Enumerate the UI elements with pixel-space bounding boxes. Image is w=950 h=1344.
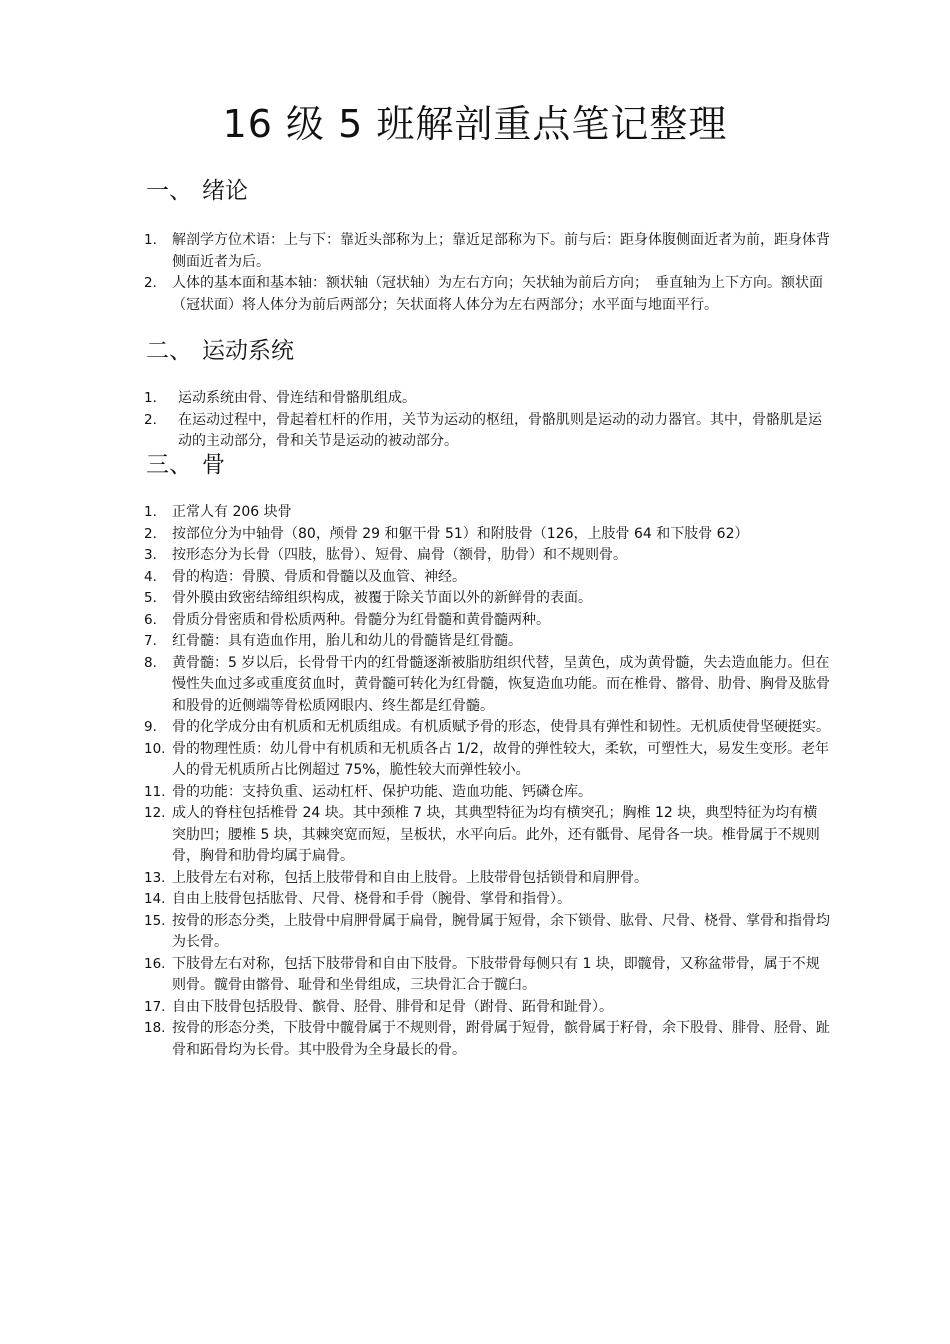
item-number: 1. (144, 390, 157, 406)
list-item (140, 997, 830, 1019)
list-item (140, 911, 830, 954)
list-item (140, 410, 830, 453)
item-number: 17. (144, 998, 166, 1015)
list-item (140, 230, 830, 273)
list-item (140, 954, 830, 997)
list-item (140, 653, 830, 718)
section-number: 三、 (146, 452, 192, 478)
item-number: 3. (144, 547, 157, 563)
item-number: 2. (144, 275, 157, 291)
section-heading-introduction (146, 176, 248, 206)
item-text: 红骨髓：具有造血作用，胎儿和幼儿的骨髓皆是红骨髓。 (172, 633, 522, 649)
item-text: 下肢骨左右对称，包括下肢带骨和自由下肢骨。下肢带骨每侧只有 1 块，即髋骨，又称盆带骨，属于不规则骨。髋骨由髂骨、耻骨和坐骨组成，三块骨汇合于髋臼。 (172, 955, 820, 993)
item-text: 骨外膜由致密结缔组织构成，被覆于除关节面以外的新鲜骨的表面。 (172, 590, 592, 606)
item-number: 10. (144, 740, 166, 757)
section-number: 二、 (146, 338, 192, 364)
list-item (140, 739, 830, 782)
item-number: 13. (144, 869, 166, 886)
item-text: 骨的构造：骨膜、骨质和骨髓以及血管、神经。 (172, 568, 466, 585)
item-text: 骨的物理性质：幼儿骨中有机质和无机质各占 1/2，故骨的弹性较大，柔软，可塑性大，易发生变形。老年人的骨无机质所占比例超过 75%，脆性较大而弹性较小。 (172, 740, 829, 778)
section-title: 骨 (202, 452, 225, 478)
item-number: 6. (144, 611, 157, 628)
item-text: 解剖学方位术语：上与下：靠近头部称为上；靠近足部称为下。前与后：距身体腹侧面近者为前，距身体背侧面近者为后。 (172, 232, 830, 270)
section-heading-bones (146, 450, 225, 480)
list-item (140, 889, 830, 911)
section-list-locomotor-system (140, 388, 830, 453)
item-number: 7. (144, 633, 157, 649)
item-number: 9. (144, 719, 157, 735)
section-title: 绪论 (202, 178, 248, 204)
list-item (140, 803, 830, 868)
list-item (140, 545, 830, 567)
item-text: 按部位分为中轴骨（80，颅骨 29 和躯干骨 51）和附肢骨（126，上肢骨 64 和下肢骨 62） (172, 525, 749, 542)
item-text: 骨质分骨密质和骨松质两种。骨髓分为红骨髓和黄骨髓两种。 (172, 611, 550, 628)
list-item (140, 631, 830, 653)
section-heading-locomotor-system (146, 336, 294, 366)
item-number: 16. (144, 955, 166, 972)
item-number: 4. (144, 568, 157, 585)
item-text: 运动系统由骨、骨连结和骨骼肌组成。 (178, 390, 416, 406)
list-item (140, 524, 830, 546)
list-item (140, 273, 830, 316)
item-text: 自由下肢骨包括股骨、髌骨、胫骨、腓骨和足骨（跗骨、跖骨和趾骨）。 (172, 998, 613, 1015)
section-number: 一、 (146, 178, 192, 204)
section-list-introduction (140, 230, 830, 316)
item-text: 骨的功能：支持负重、运动杠杆、保护功能、造血功能、钙磷仓库。 (172, 783, 592, 800)
section-list-bones (140, 502, 830, 1061)
item-number: 11. (144, 783, 166, 800)
list-item (140, 502, 830, 524)
item-text: 按骨的形态分类，下肢骨中髋骨属于不规则骨，跗骨属于短骨，髌骨属于籽骨，余下股骨、腓骨、胫骨、趾骨和跖骨均为长骨。其中股骨为全身最长的骨。 (172, 1020, 830, 1058)
list-item (140, 717, 830, 739)
item-text: 成人的脊柱包括椎骨 24 块。其中颈椎 7 块，其典型特征为均有横突孔；胸椎 12 块，典型特征为均有横突肋凹；腰椎 5 块，其棘突宽而短，呈板状，水平向后。此外，还有骶骨、尾骨各一块。椎骨属于不规则骨，胸骨和肋骨均属于扁骨。 (172, 805, 820, 864)
item-number: 1. (144, 504, 157, 520)
list-item (140, 868, 830, 890)
item-number: 14. (144, 891, 166, 907)
item-number: 8. (144, 654, 157, 671)
list-item (140, 388, 830, 410)
item-number: 18. (144, 1020, 166, 1036)
item-text: 骨的化学成分由有机质和无机质组成。有机质赋予骨的形态，使骨具有弹性和韧性。无机质使骨坚硬挺实。 (172, 719, 830, 735)
list-item (140, 588, 830, 610)
item-text: 自由上肢骨包括肱骨、尺骨、桡骨和手骨（腕骨、掌骨和指骨）。 (172, 891, 571, 907)
item-text: 黄骨髓：5 岁以后，长骨骨干内的红骨髓逐渐被脂肪组织代替，呈黄色，成为黄骨髓，失去造血能力。但在慢性失血过多或重度贫血时，黄骨髓可转化为红骨髓，恢复造血功能。而在椎骨、髂骨、肋骨、胸骨及肱骨和股骨的近侧端等骨松质网眼内、终生都是红骨髓。 (172, 654, 830, 714)
item-number: 12. (144, 805, 166, 821)
item-number: 1. (144, 232, 157, 248)
item-number: 15. (144, 912, 166, 929)
item-text: 在运动过程中，骨起着杠杆的作用，关节为运动的枢纽，骨骼肌则是运动的动力器官。其中，骨骼肌是运动的主动部分，骨和关节是运动的被动部分。 (178, 411, 822, 449)
section-title: 运动系统 (202, 338, 294, 364)
item-number: 2. (144, 525, 157, 542)
item-number: 5. (144, 590, 157, 606)
document-title: 16 级 5 班解剖重点笔记整理 (222, 102, 728, 146)
item-text: 正常人有 206 块骨 (172, 504, 292, 520)
list-item (140, 567, 830, 589)
item-text: 按形态分为长骨（四肢，肱骨）、短骨、扁骨（额骨，肋骨）和不规则骨。 (172, 547, 627, 563)
list-item (140, 1018, 830, 1061)
list-item (140, 782, 830, 804)
item-number: 2. (144, 411, 157, 428)
item-text: 上肢骨左右对称，包括上肢带骨和自由上肢骨。上肢带骨包括锁骨和肩胛骨。 (172, 869, 648, 886)
item-text: 按骨的形态分类，上肢骨中肩胛骨属于扁骨，腕骨属于短骨，余下锁骨、肱骨、尺骨、桡骨、掌骨和指骨均为长骨。 (172, 912, 830, 950)
item-text: 人体的基本面和基本轴：额状轴（冠状轴）为左右方向；矢状轴为前后方向； 垂直轴为上下方向。额状面（冠状面）将人体分为前后两部分；矢状面将人体分为左右两部分；水平面与地面平行。 (172, 275, 823, 313)
list-item (140, 610, 830, 632)
